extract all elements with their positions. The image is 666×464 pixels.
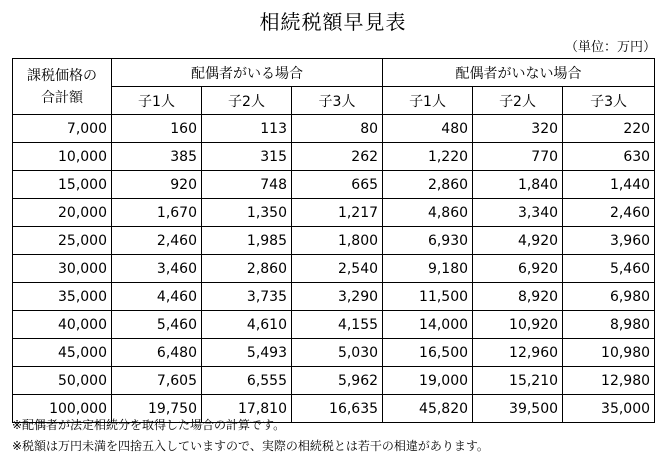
child-count-header: 子3人: [563, 87, 655, 115]
tax-amount-cell: 4,860: [383, 199, 473, 227]
tax-amount-cell: 1,220: [383, 143, 473, 171]
tax-amount-cell: 920: [112, 171, 202, 199]
tax-amount-cell: 665: [292, 171, 383, 199]
with-spouse-header: 配偶者がいる場合: [112, 59, 383, 87]
tax-amount-cell: 1,670: [112, 199, 202, 227]
tax-amount-cell: 1,350: [202, 199, 292, 227]
tax-amount-cell: 8,980: [563, 311, 655, 339]
tax-amount-cell: 4,610: [202, 311, 292, 339]
note-line: ※税額は万円未満を四捨五入していますので、実際の相続税とは若干の相違があります。: [12, 439, 489, 453]
tax-amount-cell: 4,460: [112, 283, 202, 311]
tax-amount-cell: 2,460: [563, 199, 655, 227]
taxable-amount-cell: 50,000: [13, 367, 112, 395]
tax-amount-cell: 2,860: [202, 255, 292, 283]
tax-amount-cell: 6,555: [202, 367, 292, 395]
tax-amount-cell: 2,460: [112, 227, 202, 255]
tax-amount-cell: 1,985: [202, 227, 292, 255]
taxable-amount-cell: 25,000: [13, 227, 112, 255]
tax-amount-cell: 16,635: [292, 395, 383, 423]
tax-amount-cell: 15,210: [473, 367, 563, 395]
tax-amount-cell: 17,810: [202, 395, 292, 423]
taxable-amount-cell: 45,000: [13, 339, 112, 367]
table-row: [13, 115, 655, 143]
tax-amount-cell: 5,030: [292, 339, 383, 367]
tax-amount-cell: 6,930: [383, 227, 473, 255]
tax-amount-cell: 10,920: [473, 311, 563, 339]
tax-amount-cell: 3,735: [202, 283, 292, 311]
tax-amount-cell: 3,960: [563, 227, 655, 255]
tax-amount-cell: 9,180: [383, 255, 473, 283]
table-row: [13, 367, 655, 395]
without-spouse-header: 配偶者がいない場合: [383, 59, 655, 87]
tax-amount-cell: 1,800: [292, 227, 383, 255]
unit-label: （単位：万円）: [564, 40, 656, 55]
tax-amount-cell: 19,750: [112, 395, 202, 423]
tax-amount-cell: 35,000: [563, 395, 655, 423]
tax-amount-cell: 385: [112, 143, 202, 171]
tax-amount-cell: 220: [563, 115, 655, 143]
table-row: [13, 339, 655, 367]
tax-amount-cell: 3,340: [473, 199, 563, 227]
tax-amount-cell: 262: [292, 143, 383, 171]
taxable-amount-cell: 30,000: [13, 255, 112, 283]
taxable-amount-cell: 40,000: [13, 311, 112, 339]
child-count-header: 子3人: [292, 87, 383, 115]
taxable-amount-cell: 10,000: [13, 143, 112, 171]
tax-amount-cell: 14,000: [383, 311, 473, 339]
tax-amount-cell: 1,217: [292, 199, 383, 227]
child-count-header: 子1人: [112, 87, 202, 115]
tax-amount-cell: 39,500: [473, 395, 563, 423]
child-count-header: 子1人: [383, 87, 473, 115]
tax-amount-cell: 1,840: [473, 171, 563, 199]
child-count-header: 子2人: [202, 87, 292, 115]
corner-line-1: 課税価格の: [27, 67, 97, 84]
tax-amount-cell: 4,920: [473, 227, 563, 255]
tax-amount-cell: 45,820: [383, 395, 473, 423]
tax-amount-cell: 770: [473, 143, 563, 171]
tax-amount-cell: 3,460: [112, 255, 202, 283]
tax-amount-cell: 320: [473, 115, 563, 143]
tax-amount-cell: 7,605: [112, 367, 202, 395]
taxable-amount-cell: 20,000: [13, 199, 112, 227]
corner-line-2: 合計額: [41, 89, 83, 106]
tax-amount-cell: 6,480: [112, 339, 202, 367]
tax-amount-cell: 315: [202, 143, 292, 171]
notes: [12, 415, 489, 457]
table-row: [13, 143, 655, 171]
taxable-amount-cell: 100,000: [13, 395, 112, 423]
tax-amount-cell: 19,000: [383, 367, 473, 395]
tax-amount-cell: 113: [202, 115, 292, 143]
tax-amount-cell: 12,980: [563, 367, 655, 395]
tax-amount-cell: 16,500: [383, 339, 473, 367]
taxable-amount-cell: 7,000: [13, 115, 112, 143]
table-row: [13, 171, 655, 199]
tax-amount-cell: 6,920: [473, 255, 563, 283]
tax-amount-cell: 6,980: [563, 283, 655, 311]
tax-amount-cell: 8,920: [473, 283, 563, 311]
tax-amount-cell: 4,155: [292, 311, 383, 339]
tax-amount-cell: 5,460: [563, 255, 655, 283]
tax-amount-cell: 10,980: [563, 339, 655, 367]
tax-amount-cell: 5,962: [292, 367, 383, 395]
tax-amount-cell: 2,860: [383, 171, 473, 199]
tax-amount-cell: 3,290: [292, 283, 383, 311]
page-title: 相続税額早見表: [259, 10, 407, 34]
tax-table: [12, 58, 655, 423]
tax-amount-cell: 2,540: [292, 255, 383, 283]
table-row: [13, 283, 655, 311]
tax-amount-cell: 160: [112, 115, 202, 143]
table-row: [13, 311, 655, 339]
tax-amount-cell: 12,960: [473, 339, 563, 367]
table-row: [13, 227, 655, 255]
note-line: ※配偶者が法定相続分を取得した場合の計算です。: [12, 418, 286, 432]
child-count-header: 子2人: [473, 87, 563, 115]
taxable-amount-cell: 35,000: [13, 283, 112, 311]
tax-amount-cell: 748: [202, 171, 292, 199]
tax-amount-cell: 11,500: [383, 283, 473, 311]
tax-amount-cell: 5,460: [112, 311, 202, 339]
tax-amount-cell: 1,440: [563, 171, 655, 199]
taxable-amount-header: [13, 59, 112, 115]
table-row: [13, 199, 655, 227]
tax-amount-cell: 80: [292, 115, 383, 143]
tax-amount-cell: 480: [383, 115, 473, 143]
table-row: [13, 255, 655, 283]
taxable-amount-cell: 15,000: [13, 171, 112, 199]
tax-amount-cell: 5,493: [202, 339, 292, 367]
table-body: [13, 115, 655, 423]
tax-amount-cell: 630: [563, 143, 655, 171]
